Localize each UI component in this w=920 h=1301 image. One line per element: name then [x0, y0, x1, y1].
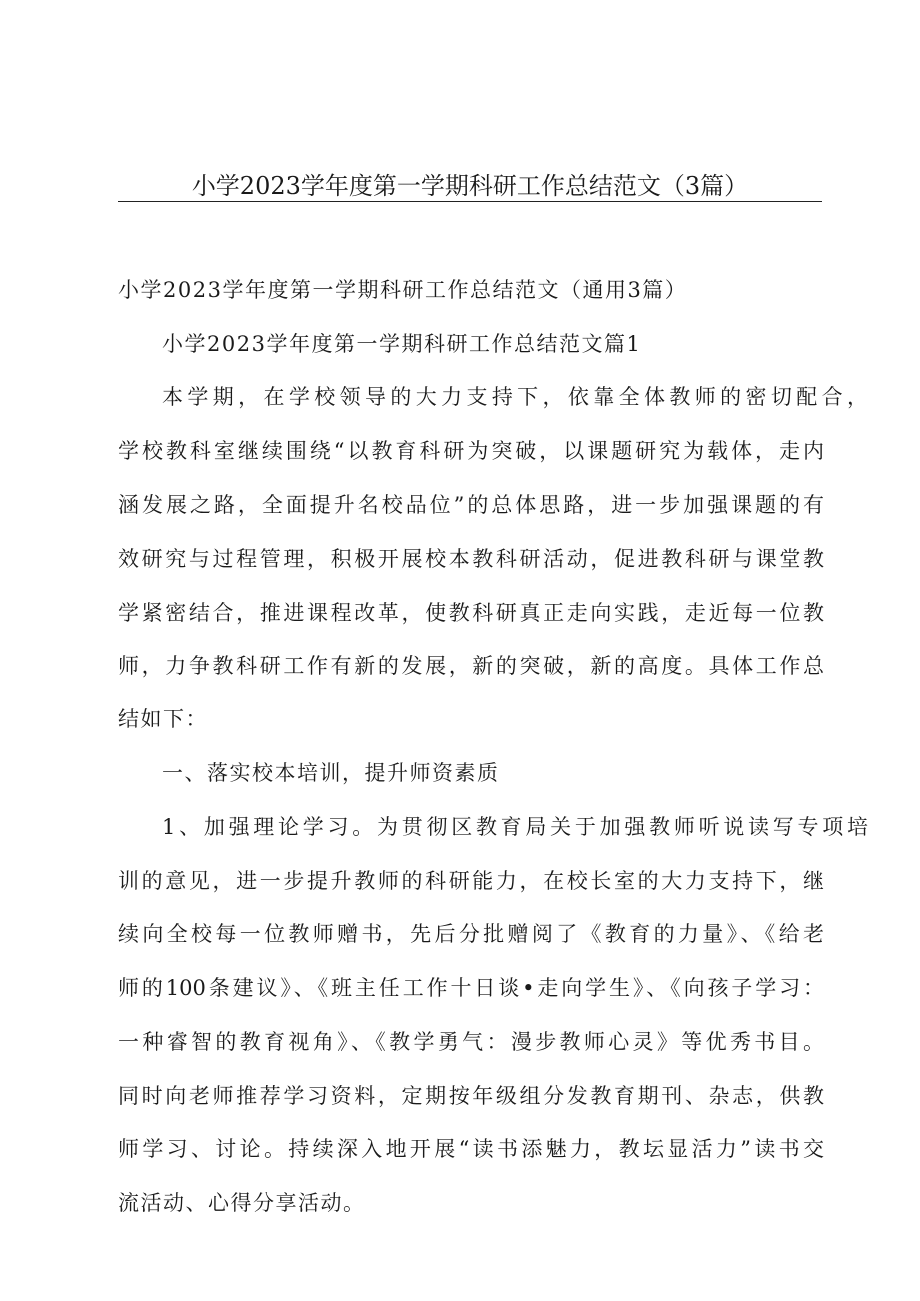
paragraph-line: 续向全校每一位教师赠书，先后分批赠阅了《教育的力量》、《给老 [118, 922, 824, 946]
document-title: 小学2023学年度第一学期科研工作总结范文（3篇） [191, 172, 749, 200]
paragraph-line: 涵发展之路，全面提升名校品位”的总体思路，进一步加强课题的有 [118, 493, 824, 517]
paragraph-line: 1、加强理论学习。为贯彻区教育局关于加强教师听说读写专项培 [162, 815, 868, 839]
title-underline [118, 201, 822, 202]
paragraph-line: 师，力争教科研工作有新的发展，新的突破，新的高度。具体工作总 [118, 654, 824, 678]
paragraph-line: 结如下： [118, 707, 208, 731]
paragraph-line: 同时向老师推荐学习资料，定期按年级组分发教育期刊、杂志，供教 [118, 1084, 824, 1108]
section-heading: 一、落实校本培训，提升师资素质 [162, 761, 500, 785]
paragraph-line: 本学期，在学校领导的大力支持下，依靠全体教师的密切配合， [162, 385, 868, 409]
paragraph-line: 效研究与过程管理，积极开展校本教科研活动，促进教科研与课堂教 [118, 547, 824, 571]
paragraph-line: 流活动、心得分享活动。 [118, 1191, 366, 1215]
paragraph-line: 一种睿智的教育视角》、《教学勇气：漫步教师心灵》等优秀书目。 [118, 1030, 824, 1054]
paragraph-line: 师学习、讨论。持续深入地开展“读书添魅力，教坛显活力”读书交 [118, 1137, 824, 1161]
paragraph-line: 师的100条建议》、《班主任工作十日谈•走向学生》、《向孩子学习： [118, 976, 824, 1000]
paragraph-line: 学校教科室继续围绕“以教育科研为突破，以课题研究为载体，走内 [118, 439, 824, 463]
paragraph-line: 训的意见，进一步提升教师的科研能力，在校长室的大力支持下，继 [118, 869, 824, 893]
article-heading: 小学2023学年度第一学期科研工作总结范文篇1 [162, 332, 642, 356]
document-subtitle: 小学2023学年度第一学期科研工作总结范文（通用3篇） [118, 278, 688, 302]
paragraph-line: 学紧密结合，推进课程改革，使教科研真正走向实践，走近每一位教 [118, 601, 824, 625]
